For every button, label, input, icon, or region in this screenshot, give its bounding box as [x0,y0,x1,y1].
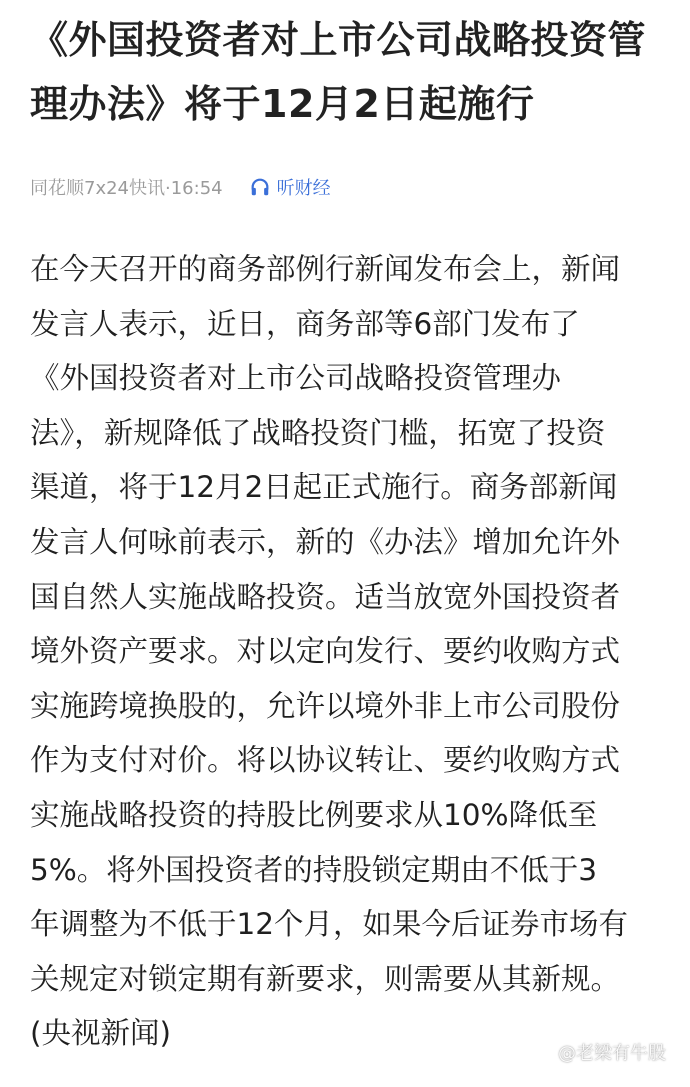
headphones-icon [249,176,271,198]
body-line: 5%。将外国投资者的持股锁定期由不低于3 [30,852,598,887]
body-line: 境外资产要求。对以定向发行、要约收购方式 [30,634,621,669]
watermark-text: @老梁有牛股 [558,1043,666,1064]
article-body [30,242,668,1061]
body-line: 年调整为不低于12个月，如果今后证券市场有 [30,907,629,942]
listen-button[interactable] [249,174,331,200]
body-line: 作为支付对价。将以协议转让、要约收购方式 [30,743,621,778]
body-line: 实施战略投资的持股比例要求从10%降低至 [30,797,598,832]
body-line: 国自然人实施战略投资。适当放宽外国投资者 [30,579,621,614]
body-line: 在今天召开的商务部例行新闻发布会上，新闻 [30,252,621,286]
weibo-watermark [532,1039,666,1065]
weibo-icon [532,1042,554,1062]
body-line: 《外国投资者对上市公司战略投资管理办 [30,361,562,396]
body-line: 发言人何咏前表示，新的《办法》增加允许外 [30,524,621,559]
body-line: 关规定对锁定期有新要求，则需要从其新规。 [30,961,621,996]
article-meta [30,170,331,204]
listen-label: 听财经 [276,178,331,199]
body-line: 法》，新规降低了战略投资门槛，拓宽了投资 [30,415,606,450]
source-timestamp: 同花顺7x24快讯·16:54 [30,178,223,199]
body-line: 实施跨境换股的，允许以境外非上市公司股份 [30,688,621,723]
body-line-source: (央视新闻) [30,1016,172,1051]
body-line: 发言人表示，近日，商务部等6部门发布了 [30,306,580,341]
body-line: 渠道，将于12月2日起正式施行。商务部新闻 [30,470,618,505]
article-title: 《外国投资者对上市公司战略投资管理办法》将于12月2日起施行 [30,18,647,126]
